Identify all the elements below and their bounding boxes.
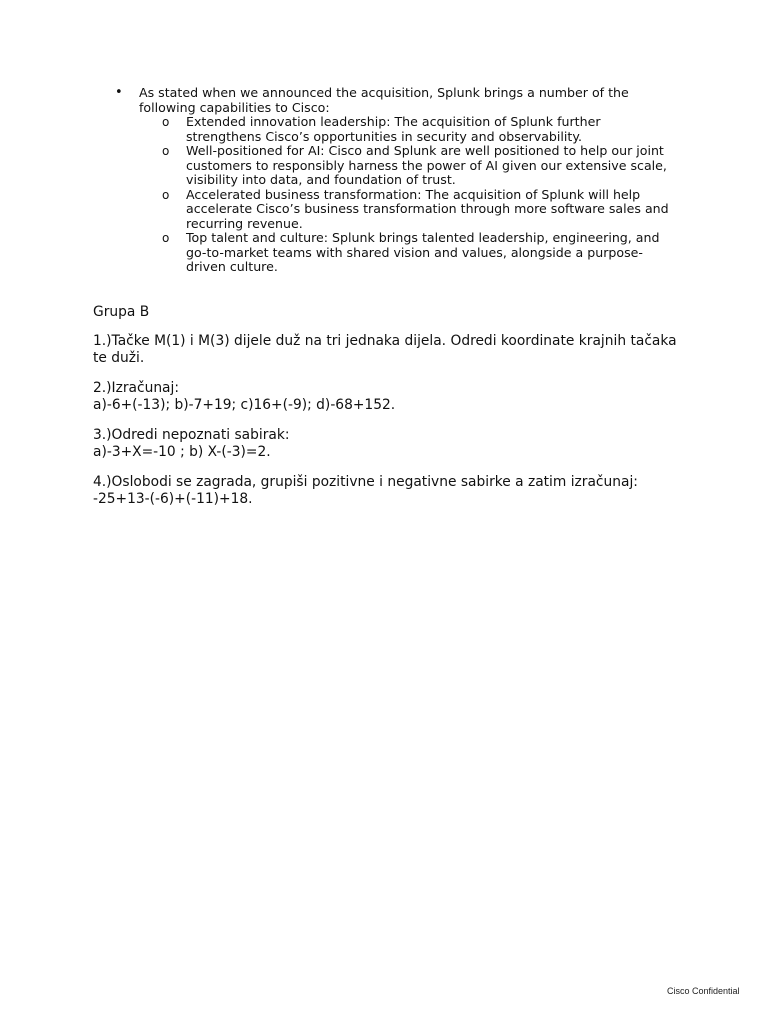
bullet-list xyxy=(112,86,692,275)
sub-bullet-text: Well-positioned for AI: Cisco and Splunk are well positioned to help our joint customers to responsibly harness the power of AI given our extensive scale, visibility into data, and foundation of trust. xyxy=(186,143,667,187)
sub-bullet-text: Accelerated business transformation: The acquisition of Splunk will help accelerate Cisco’s business transformation through more software sales and recurring revenue. xyxy=(186,186,669,231)
sub-bullet-item xyxy=(162,231,682,275)
sub-bullet-item xyxy=(162,115,682,144)
sub-bullet-item xyxy=(162,144,682,188)
bullet-icon: • xyxy=(115,85,123,100)
sub-bullet-text: Top talent and culture: Splunk brings talented leadership, engineering, and go-to-market teams with shared vision and values, alongside a purpose-driven culture. xyxy=(186,230,660,274)
sub-bullet-icon: o xyxy=(162,231,170,245)
task-item xyxy=(93,333,693,367)
sub-bullet-list xyxy=(162,115,682,275)
task-line: a)-6+(-13); b)-7+19; c)16+(-9); d)-68+152. xyxy=(93,397,396,413)
task-line: -25+13-(-6)+(-11)+18. xyxy=(93,491,253,507)
sub-bullet-icon: o xyxy=(162,187,170,202)
task-item xyxy=(93,474,693,508)
task-line: 1.)Tačke M(1) i M(3) dijele duž na tri jednaka dijela. Odredi koordinate krajnih tačaka te duži. xyxy=(93,333,677,366)
task-item xyxy=(93,427,693,461)
bullet-text: As stated when we announced the acquisition, Splunk brings a number of the following capabilities to Cisco: xyxy=(139,85,629,115)
sub-bullet-text: Extended innovation leadership: The acquisition of Splunk further strengthens Cisco’s opportunities in security and observability. xyxy=(186,114,601,144)
sub-bullet-icon: o xyxy=(162,115,170,129)
task-line: 3.)Odredi nepoznati sabirak: xyxy=(93,427,290,443)
footer-confidential-label: Cisco Confidential xyxy=(667,986,740,996)
task-item xyxy=(93,380,693,414)
sub-bullet-item xyxy=(162,188,682,232)
task-line: a)-3+X=-10 ; b) X-(-3)=2. xyxy=(93,444,271,460)
task-line: 4.)Oslobodi se zagrada, grupiši pozitivne i negativne sabirke a zatim izračunaj: xyxy=(93,474,638,490)
bullet-item xyxy=(112,86,692,115)
task-line: 2.)Izračunaj: xyxy=(93,380,179,396)
exercise-group xyxy=(93,303,693,521)
group-title: Grupa B xyxy=(93,304,150,320)
sub-bullet-icon: o xyxy=(162,144,170,158)
